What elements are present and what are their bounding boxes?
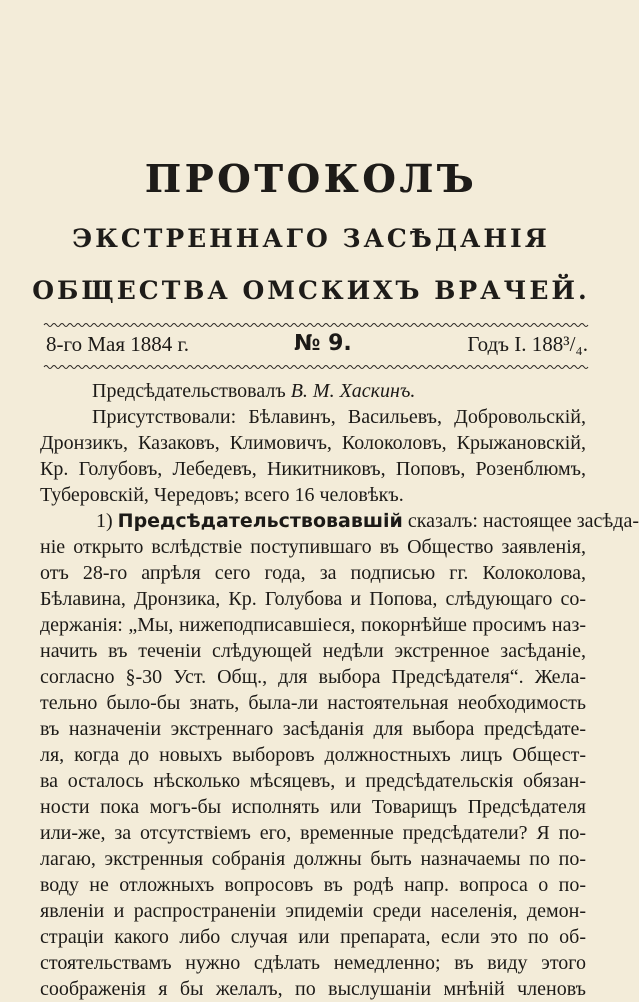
text-line: ніе открыто вслѣдствіе поступившаго въ Общество заявленія,	[40, 536, 586, 558]
text-line: Бѣлавина, Дронзика, Кр. Голубова и Попова, слѣдующаго со-	[40, 588, 586, 610]
text-line: ва осталось нѣсколько мѣсяцевъ, и предсѣдательскія обязан-	[40, 770, 586, 792]
wavy-rule-bottom	[44, 364, 584, 370]
protocol-text	[40, 378, 639, 1002]
text-line: отъ 28-го апрѣля сего года, за подписью гг. Колоколова,	[40, 562, 586, 584]
issue-year: Годъ I. 188³/₄.	[467, 332, 588, 356]
speaker-label: Предсѣдательствовавшій	[117, 510, 403, 532]
text-line: ности пока могъ-бы исполнять или Товарищъ Предсѣдателя	[40, 796, 586, 818]
text-line: Туберовскій, Чередовъ; всего 16 человѣкъ.	[40, 484, 404, 506]
chair-line	[40, 378, 586, 404]
paragraph-1-start	[40, 508, 639, 534]
paragraph-number: 1)	[96, 510, 113, 532]
text-line: Дронзикъ, Казаковъ, Климовичъ, Колоколовъ, Крыжановскій,	[40, 432, 586, 454]
wavy-rule-top	[44, 322, 584, 328]
text-fragment: сказалъ: настоящее засѣда-	[407, 510, 639, 532]
text-line: согласно §-30 Уст. Общ., для выбора Предсѣдателя“. Жела-	[40, 666, 586, 688]
text-line: начить въ теченіи слѣдующей недѣли экстренное засѣданіе,	[40, 640, 586, 662]
text-line: Кр. Голубовъ, Лебедевъ, Никитниковъ, Поповъ, Розенблюмъ,	[40, 458, 586, 480]
text-line: Присутствовали: Бѣлавинъ, Васильевъ, Добровольскій,	[92, 406, 586, 428]
issue-number: № 9.	[294, 331, 352, 356]
text-line: въ назначеніи экстреннаго засѣданія для выбора предсѣдате-	[40, 718, 586, 740]
chair-name: В. М. Хаскинъ.	[290, 380, 416, 402]
text-line: держанія: „Мы, нижеподписавшіеся, покорнѣйше просимъ наз-	[40, 614, 586, 636]
text-line: тельно было-бы знать, была-ли настоятельная необходимость	[40, 692, 586, 714]
chair-label: Предсѣдательствовалъ	[92, 380, 286, 402]
text-line: явленіи и распространеніи эпидеміи среди населенія, демон-	[40, 900, 586, 922]
text-line: или-же, за отсутствіемъ его, временные предсѣдатели? Я по-	[40, 822, 586, 844]
document-title: ПРОТОКОЛЪ	[144, 156, 478, 201]
issue-line	[46, 332, 588, 362]
document-subtitle: ЭКСТРЕННАГО ЗАСѢДАНІЯ	[72, 224, 550, 253]
text-line: воду не отложныхъ вопросовъ въ родѣ напр. вопроса о по-	[40, 874, 586, 896]
text-line: стоятельствамъ нужно сдѣлать немедленно; въ виду этого	[40, 952, 586, 974]
text-line: соображенія я бы желалъ, по выслушаніи мнѣній членовъ	[40, 978, 586, 1000]
society-name: ОБЩЕСТВА ОМСКИХЪ ВРАЧЕЙ.	[32, 276, 590, 305]
issue-date: 8-го Мая 1884 г.	[46, 332, 189, 356]
text-line: лагаю, экстренныя собранія должны быть назначаемы по по-	[40, 848, 586, 870]
text-line: страціи какого либо случая или препарата, если это по об-	[40, 926, 586, 948]
text-line: ля, когда до новыхъ выборовъ должностныхъ лицъ Общест-	[40, 744, 586, 766]
